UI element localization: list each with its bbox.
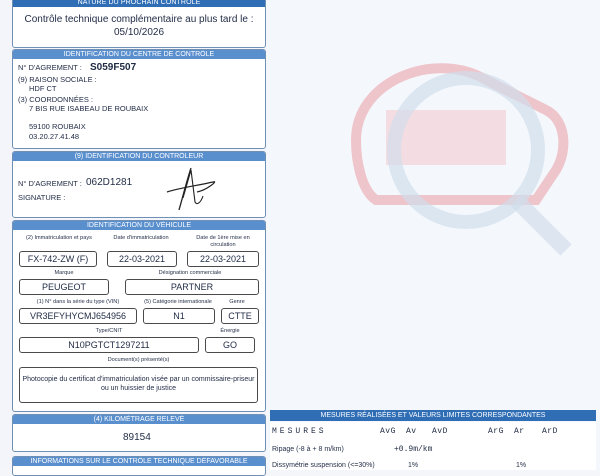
col-ar: Ar [514, 427, 525, 436]
col-arg: ArG [488, 427, 504, 436]
date-first-label: Date de 1ère mise en circulation [196, 235, 250, 248]
designation-value: PARTNER [125, 279, 259, 295]
signature-image [161, 162, 241, 214]
centre-agrement-value: S059F507 [89, 62, 137, 73]
centre-agrement-label: N° D'AGREMENT : [18, 63, 82, 72]
next-control-line1: Contrôle technique complémentaire au plus tard le : [24, 14, 254, 25]
vehicule-header: IDENTIFICATION DU VÉHICULE [13, 221, 265, 230]
centre-address2: 59100 ROUBAIX [29, 122, 86, 131]
vin-value: VR3EFYHYCMJ654956 [19, 308, 137, 324]
centre-header: IDENTIFICATION DU CENTRE DE CONTRÔLE [13, 50, 265, 59]
categorie-label: (5) Catégorie internationale [144, 299, 212, 305]
vehicule-box [12, 220, 266, 412]
next-control-text [13, 13, 265, 39]
ripage-range: (-8 à + 8 m/km) [296, 446, 344, 453]
col-av: Av [406, 427, 417, 436]
docs-label: Document(s) présenté(s) [107, 357, 170, 363]
informations-header: INFORMATIONS SUR LE CONTRÔLE TECHNIQUE DÉFAVORABLE [13, 457, 265, 466]
categorie-value: N1 [143, 308, 215, 324]
marque-value: PEUGEOT [19, 279, 109, 295]
dissym-av: 1% [408, 462, 419, 469]
centre-phone: 03.20.27.41.48 [29, 132, 80, 141]
kilometrage-value: 89154 [123, 432, 151, 443]
immat-label: (2) Immatriculation et pays [26, 235, 92, 241]
immat-value: FX-742-ZW (F) [19, 251, 97, 267]
next-control-header: NATURE DU PROCHAIN CONTRÔLE [13, 0, 265, 7]
dissym-label: Dissymétrie suspension (<=30%) [272, 462, 375, 469]
ripage-row [272, 446, 344, 453]
controleur-agrement-label: N° D'AGREMENT : [18, 179, 82, 188]
kilometrage-header: (4) KILOMÉTRAGE RELEVÉ [13, 415, 265, 424]
vin-label: (1) N° dans la série du type (VIN) [36, 299, 120, 305]
genre-label: Genre [229, 299, 245, 305]
watermark-logo [316, 40, 586, 260]
mesures-title: MESURES [272, 427, 327, 436]
right-panel [266, 0, 600, 470]
ripage-label: Ripage [272, 446, 295, 453]
controleur-signature-label: SIGNATURE : [18, 193, 66, 202]
centre-raison-label: (9) RAISON SOCIALE : [18, 75, 97, 84]
date-immat-value: 22-03-2021 [107, 251, 177, 267]
col-ard: ArD [542, 427, 558, 436]
controleur-header: (9) IDENTIFICATION DU CONTRÔLEUR [13, 152, 265, 161]
type-label: Type/CNIT [95, 328, 123, 334]
mesures-table [270, 422, 596, 470]
kilometrage-box [12, 414, 266, 452]
type-value: N10PGTCT1297211 [19, 337, 199, 353]
genre-value: CTTE [221, 308, 259, 324]
docs-value: Photocopie du certificat d'immatriculation visée par un commissaire-priseur ou un huissier de justice [19, 367, 258, 403]
marque-label: Marque [54, 270, 74, 276]
centre-raison-value: HDF CT [29, 84, 57, 93]
centre-agrement-row [18, 62, 136, 73]
energie-value: GO [205, 337, 255, 353]
ripage-value: +0.9m/km [394, 445, 433, 454]
next-control-date: 05/10/2026 [113, 27, 165, 38]
next-control-box [12, 0, 266, 48]
designation-label: Désignation commerciale [158, 270, 222, 276]
controleur-agrement-value: 062D1281 [86, 177, 133, 188]
centre-box [12, 49, 266, 149]
col-avd: AvD [432, 427, 448, 436]
controleur-box [12, 151, 266, 218]
date-immat-label: Date d'immatriculation [113, 235, 169, 241]
left-panel [0, 0, 266, 470]
energie-label: Énergie [220, 328, 240, 334]
centre-address1: 7 BIS RUE ISABEAU DE ROUBAIX [29, 104, 149, 113]
col-avg: AvG [380, 427, 396, 436]
dissym-ar: 1% [516, 462, 527, 469]
centre-coord-label: (3) COORDONNÉES : [18, 95, 94, 104]
date-first-value: 22-03-2021 [187, 251, 259, 267]
mesures-header: MESURES RÉALISÉES ET VALEURS LIMITES CORRESPONDANTES [270, 410, 596, 421]
informations-box [12, 456, 266, 476]
